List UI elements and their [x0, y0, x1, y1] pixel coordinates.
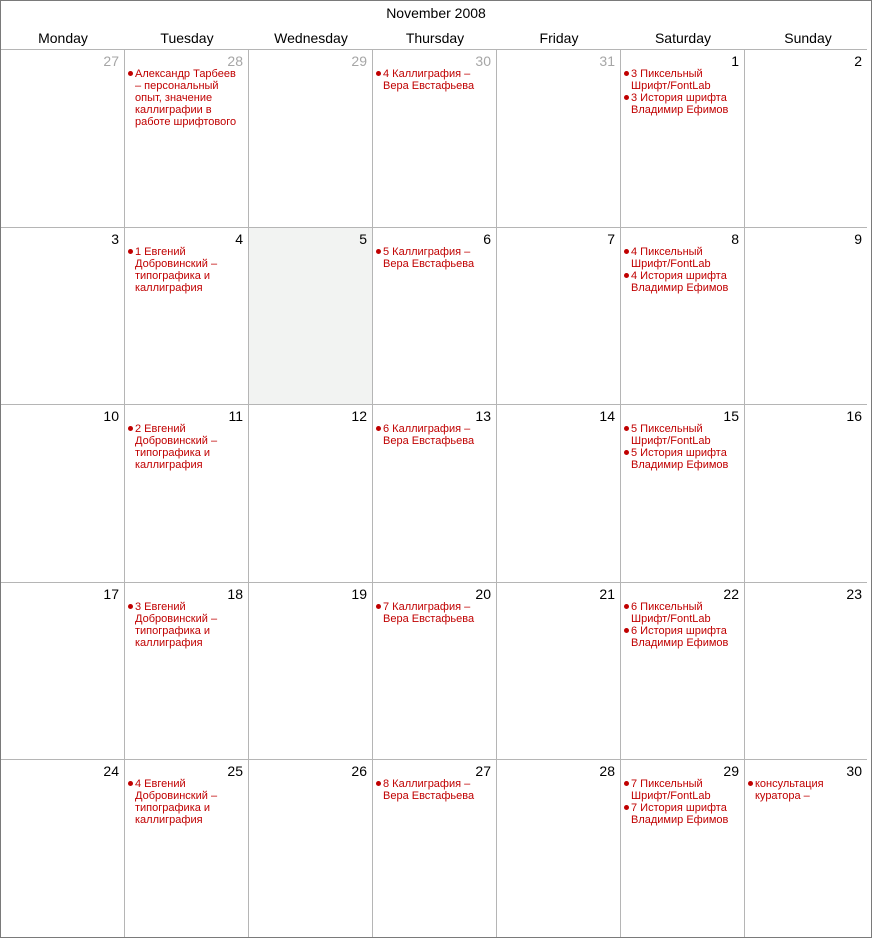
event-title: 7 История шрифта Владимир Ефимов [631, 802, 729, 826]
event-dot-icon [128, 604, 133, 609]
calendar-event[interactable] [376, 68, 492, 92]
event-title: 7 Каллиграфия – Вера Евстафьева [383, 601, 475, 625]
event-dot-icon [748, 781, 753, 786]
event-list [624, 246, 740, 294]
day-number: 27 [103, 53, 119, 69]
event-list [376, 246, 492, 270]
day-cell[interactable] [125, 49, 249, 227]
calendar-event[interactable] [376, 246, 492, 270]
event-dot-icon [376, 781, 381, 786]
day-number: 6 [483, 231, 491, 247]
day-number: 24 [103, 763, 119, 779]
event-list [128, 778, 244, 826]
day-number: 8 [731, 231, 739, 247]
day-cell[interactable] [1, 759, 125, 937]
event-list [748, 778, 863, 802]
calendar-event[interactable] [128, 68, 244, 128]
day-number: 25 [227, 763, 243, 779]
day-number: 31 [599, 53, 615, 69]
day-cell[interactable] [373, 404, 497, 582]
calendar-event[interactable] [128, 246, 244, 294]
event-title: 3 Евгений Добровинский – типографика и каллиграфия [135, 601, 218, 649]
event-list [376, 423, 492, 447]
day-cell[interactable] [497, 49, 621, 227]
day-cell[interactable] [745, 227, 867, 404]
event-list [376, 601, 492, 625]
weekday-saturday: Saturday [654, 30, 712, 46]
calendar-event[interactable] [748, 778, 863, 802]
day-number: 21 [599, 586, 615, 602]
event-title: 6 Пиксельный Шрифт/FontLab [631, 601, 711, 625]
day-number: 28 [599, 763, 615, 779]
event-dot-icon [624, 249, 629, 254]
event-title: консультация куратора – [755, 778, 824, 802]
day-number: 23 [846, 586, 862, 602]
event-title: 7 Пиксельный Шрифт/FontLab [631, 778, 711, 802]
event-dot-icon [624, 781, 629, 786]
day-cell-today[interactable] [249, 227, 373, 404]
event-title: 5 Каллиграфия – Вера Евстафьева [383, 246, 475, 270]
day-cell[interactable] [373, 582, 497, 759]
day-number: 29 [351, 53, 367, 69]
event-title: 4 Пиксельный Шрифт/FontLab [631, 246, 711, 270]
day-number: 11 [228, 408, 243, 424]
calendar-event[interactable] [376, 423, 492, 447]
calendar-event[interactable] [376, 778, 492, 802]
day-number: 12 [351, 408, 367, 424]
calendar-event[interactable] [624, 601, 740, 625]
event-dot-icon [376, 249, 381, 254]
weekday-thursday: Thursday [405, 30, 465, 46]
calendar-event[interactable] [624, 802, 740, 826]
day-number: 27 [475, 763, 491, 779]
event-title: 6 Каллиграфия – Вера Евстафьева [383, 423, 475, 447]
event-dot-icon [624, 450, 629, 455]
event-dot-icon [624, 71, 629, 76]
event-dot-icon [376, 604, 381, 609]
day-number: 7 [607, 231, 615, 247]
weekday-header [1, 25, 871, 49]
event-title: 3 Пиксельный Шрифт/FontLab [631, 68, 711, 92]
day-cell[interactable] [373, 227, 497, 404]
calendar-event[interactable] [128, 778, 244, 826]
day-number: 1 [731, 53, 739, 69]
day-number: 19 [351, 586, 367, 602]
day-number: 3 [111, 231, 119, 247]
day-cell[interactable] [621, 49, 745, 227]
event-title: 3 История шрифта Владимир Ефимов [631, 92, 729, 116]
weekday-sunday: Sunday [784, 30, 832, 46]
day-cell[interactable] [621, 582, 745, 759]
day-cell[interactable] [249, 582, 373, 759]
day-cell[interactable] [745, 759, 867, 937]
day-cell[interactable] [621, 404, 745, 582]
event-title: 5 История шрифта Владимир Ефимов [631, 447, 729, 471]
event-title: 4 История шрифта Владимир Ефимов [631, 270, 729, 294]
day-cell[interactable] [621, 227, 745, 404]
event-dot-icon [128, 781, 133, 786]
calendar-event[interactable] [624, 423, 740, 447]
event-list [128, 68, 244, 128]
event-dot-icon [128, 71, 133, 76]
day-number: 2 [854, 53, 862, 69]
event-title: Александр Тарбеев – персональный опыт, значение каллиграфии в работе шрифтового [135, 68, 237, 128]
day-number: 16 [846, 408, 862, 424]
event-title: 1 Евгений Добровинский – типографика и каллиграфия [135, 246, 218, 294]
day-cell[interactable] [745, 582, 867, 759]
day-cell[interactable] [125, 759, 249, 937]
event-list [128, 246, 244, 294]
day-cell[interactable] [249, 759, 373, 937]
calendar-event[interactable] [624, 447, 740, 471]
event-title: 2 Евгений Добровинский – типографика и каллиграфия [135, 423, 218, 471]
event-dot-icon [128, 426, 133, 431]
event-list [624, 423, 740, 471]
day-number: 4 [235, 231, 243, 247]
day-number: 30 [846, 763, 862, 779]
event-list [624, 601, 740, 649]
day-number: 15 [723, 408, 739, 424]
event-dot-icon [624, 426, 629, 431]
calendar-event[interactable] [128, 601, 244, 649]
event-dot-icon [624, 604, 629, 609]
day-cell[interactable] [1, 227, 125, 404]
event-title: 8 Каллиграфия – Вера Евстафьева [383, 778, 475, 802]
day-number: 13 [475, 408, 491, 424]
day-cell[interactable] [125, 404, 249, 582]
day-number: 30 [475, 53, 491, 69]
calendar-event[interactable] [624, 246, 740, 270]
calendar-event[interactable] [624, 68, 740, 92]
day-number: 5 [359, 231, 367, 247]
day-cell[interactable] [1, 582, 125, 759]
day-cell[interactable] [1, 49, 125, 227]
day-cell[interactable] [621, 759, 745, 937]
event-list [128, 423, 244, 471]
event-dot-icon [624, 805, 629, 810]
day-cell[interactable] [373, 759, 497, 937]
day-cell[interactable] [497, 227, 621, 404]
event-list [624, 778, 740, 826]
event-dot-icon [624, 273, 629, 278]
event-list [624, 68, 740, 116]
event-dot-icon [624, 95, 629, 100]
calendar-event[interactable] [624, 778, 740, 802]
day-number: 28 [227, 53, 243, 69]
day-cell[interactable] [125, 227, 249, 404]
weekday-friday: Friday [539, 30, 579, 46]
day-cell[interactable] [745, 49, 867, 227]
day-cell[interactable] [249, 49, 373, 227]
day-number: 18 [227, 586, 243, 602]
day-cell[interactable] [1, 404, 125, 582]
event-title: 4 Евгений Добровинский – типографика и каллиграфия [135, 778, 218, 826]
day-number: 22 [723, 586, 739, 602]
day-cell[interactable] [249, 404, 373, 582]
event-list [128, 601, 244, 649]
calendar-event[interactable] [624, 625, 740, 649]
day-cell[interactable] [745, 404, 867, 582]
day-number: 14 [599, 408, 615, 424]
day-number: 29 [723, 763, 739, 779]
day-cell[interactable] [373, 49, 497, 227]
weekday-tuesday: Tuesday [160, 30, 214, 46]
day-number: 17 [103, 586, 119, 602]
calendar-event[interactable] [624, 92, 740, 116]
day-cell[interactable] [125, 582, 249, 759]
event-dot-icon [376, 71, 381, 76]
calendar-event[interactable] [128, 423, 244, 471]
day-cell[interactable] [497, 404, 621, 582]
event-list [376, 778, 492, 802]
calendar-event[interactable] [376, 601, 492, 625]
event-title: 4 Каллиграфия – Вера Евстафьева [383, 68, 475, 92]
day-number: 26 [351, 763, 367, 779]
event-dot-icon [128, 249, 133, 254]
month-title: November 2008 [386, 5, 486, 21]
event-dot-icon [624, 628, 629, 633]
event-list [376, 68, 492, 92]
day-cell[interactable] [497, 582, 621, 759]
calendar-event[interactable] [624, 270, 740, 294]
day-number: 20 [475, 586, 491, 602]
day-cell[interactable] [497, 759, 621, 937]
day-number: 10 [103, 408, 119, 424]
weekday-wednesday: Wednesday [274, 30, 348, 46]
calendar-grid [1, 49, 871, 937]
event-title: 6 История шрифта Владимир Ефимов [631, 625, 729, 649]
event-dot-icon [376, 426, 381, 431]
weekday-monday: Monday [38, 30, 88, 46]
day-number: 9 [854, 231, 862, 247]
event-title: 5 Пиксельный Шрифт/FontLab [631, 423, 711, 447]
